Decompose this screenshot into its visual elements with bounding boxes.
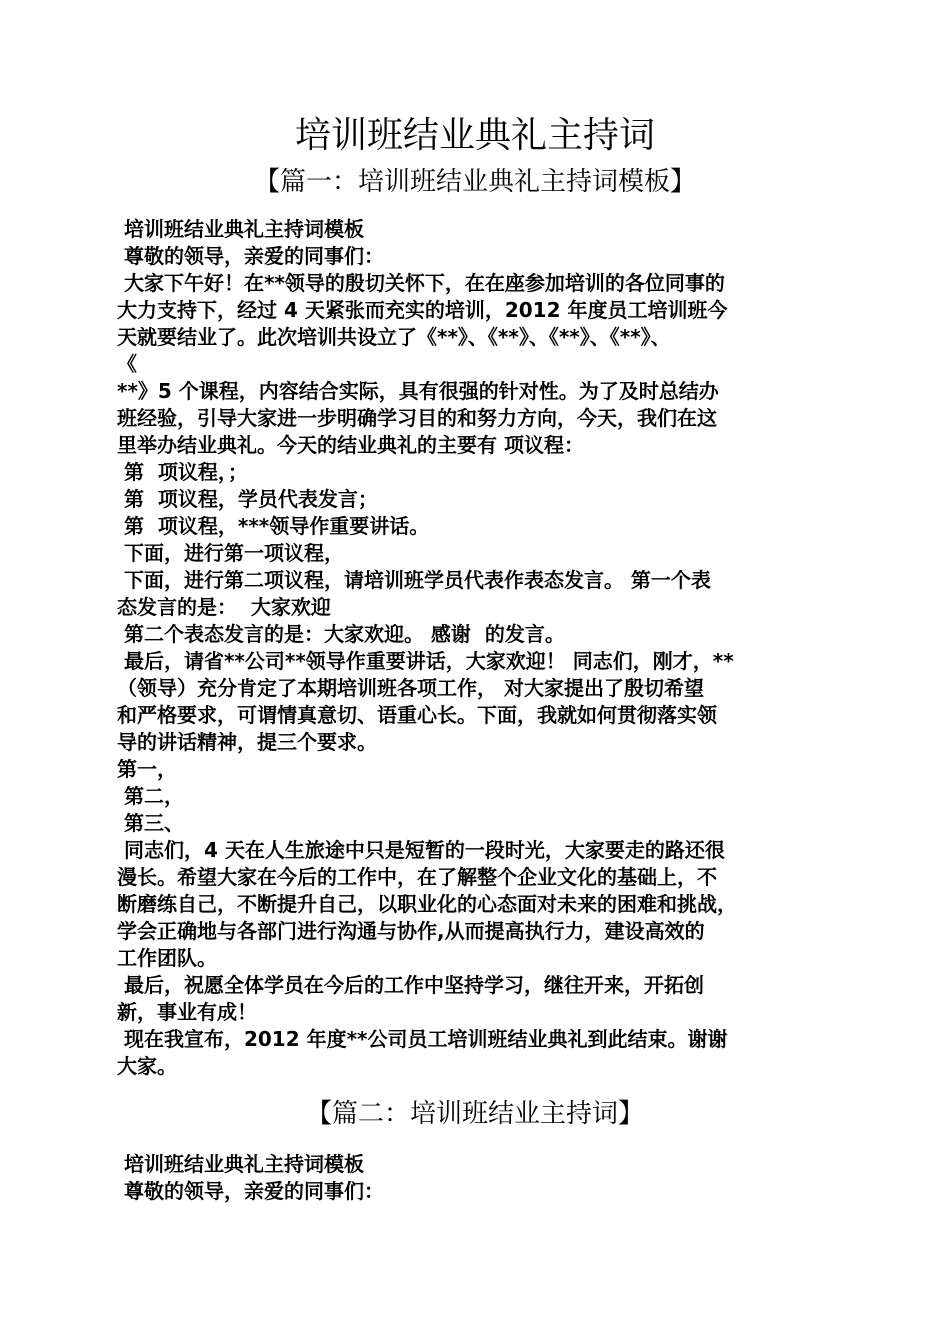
paragraph-line: 培训班结业典礼主持词模板 xyxy=(117,1152,364,1176)
paragraph-line: 最后，祝愿全体学员在今后的工作中坚持学习，继往开来，开拓创 xyxy=(117,973,704,997)
section-heading-2: 【篇二：培训班结业主持词】 xyxy=(305,1099,644,1129)
section-heading-1: 【篇一：培训班结业典礼主持词模板】 xyxy=(253,167,696,197)
paragraph-line: 大家。 xyxy=(117,1054,177,1078)
paragraph-line: 态发言的是： 大家欢迎 xyxy=(117,595,331,619)
page-title: 培训班结业典礼主持词 xyxy=(294,115,655,156)
paragraph-line: 导的讲话精神，提三个要求。 xyxy=(117,730,377,754)
section-1-body xyxy=(117,216,845,1080)
paragraph-line: 最后，请省**公司**领导作重要讲话，大家欢迎！ 同志们，刚才，** xyxy=(117,649,734,673)
paragraph-line: 新，事业有成！ xyxy=(117,1000,257,1024)
paragraph-line: **》5 个课程，内容结合实际，具有很强的针对性。为了及时总结办 xyxy=(117,379,719,403)
paragraph-line: 天就要结业了。此次培训共设立了《**》、《**》、《**》、《**》、 xyxy=(117,325,671,349)
paragraph-line: 工作团队。 xyxy=(117,946,217,970)
paragraph-line: 第 项议程，学员代表发言； xyxy=(117,487,378,511)
paragraph-line: 第一， xyxy=(117,757,177,781)
paragraph-line: 里举办结业典礼。今天的结业典礼的主要有 项议程： xyxy=(117,433,584,457)
paragraph-line: 尊敬的领导，亲爱的同事们： xyxy=(117,244,384,268)
paragraph-line: 同志们，4 天在人生旅途中只是短暂的一段时光，大家要走的路还很 xyxy=(117,838,725,862)
paragraph-line: 下面，进行第一项议程， xyxy=(117,541,344,565)
paragraph-line: 下面，进行第二项议程，请培训班学员代表作表态发言。 第一个表 xyxy=(117,568,711,592)
paragraph-line: 培训班结业典礼主持词模板 xyxy=(117,217,364,241)
paragraph-line: 第二个表态发言的是：大家欢迎。 感谢 的发言。 xyxy=(117,622,565,646)
paragraph-line: 大家下午好！在**领导的殷切关怀下，在在座参加培训的各位同事的 xyxy=(117,271,725,295)
paragraph-line: 现在我宣布，2012 年度**公司员工培训班结业典礼到此结束。谢谢 xyxy=(117,1027,728,1051)
paragraph-line: 第 项议程，； xyxy=(117,460,248,484)
section-2-body xyxy=(117,1151,845,1205)
paragraph-line: 断磨练自己，不断提升自己，以职业化的心态面对未来的困难和挑战， xyxy=(117,892,737,916)
paragraph-line: （领导）充分肯定了本期培训班各项工作， 对大家提出了殷切希望 xyxy=(117,676,704,700)
paragraph-line: 第二， xyxy=(117,784,184,808)
paragraph-line: 第 项议程，***领导作重要讲话。 xyxy=(117,514,430,538)
paragraph-line: 《 xyxy=(117,352,137,376)
paragraph-line: 第三、 xyxy=(117,811,184,835)
paragraph-line: 大力支持下，经过 4 天紧张而充实的培训，2012 年度员工培训班今 xyxy=(117,298,728,322)
paragraph-line: 漫长。希望大家在今后的工作中，在了解整个企业文化的基础上，不 xyxy=(117,865,717,889)
paragraph-line: 和严格要求，可谓情真意切、语重心长。下面，我就如何贯彻落实领 xyxy=(117,703,717,727)
paragraph-line: 学会正确地与各部门进行沟通与协作,从而提高执行力，建设高效的 xyxy=(117,919,705,943)
paragraph-line: 尊敬的领导，亲爱的同事们： xyxy=(117,1179,384,1203)
paragraph-line: 班经验，引导大家进一步明确学习目的和努力方向，今天，我们在这 xyxy=(117,406,717,430)
